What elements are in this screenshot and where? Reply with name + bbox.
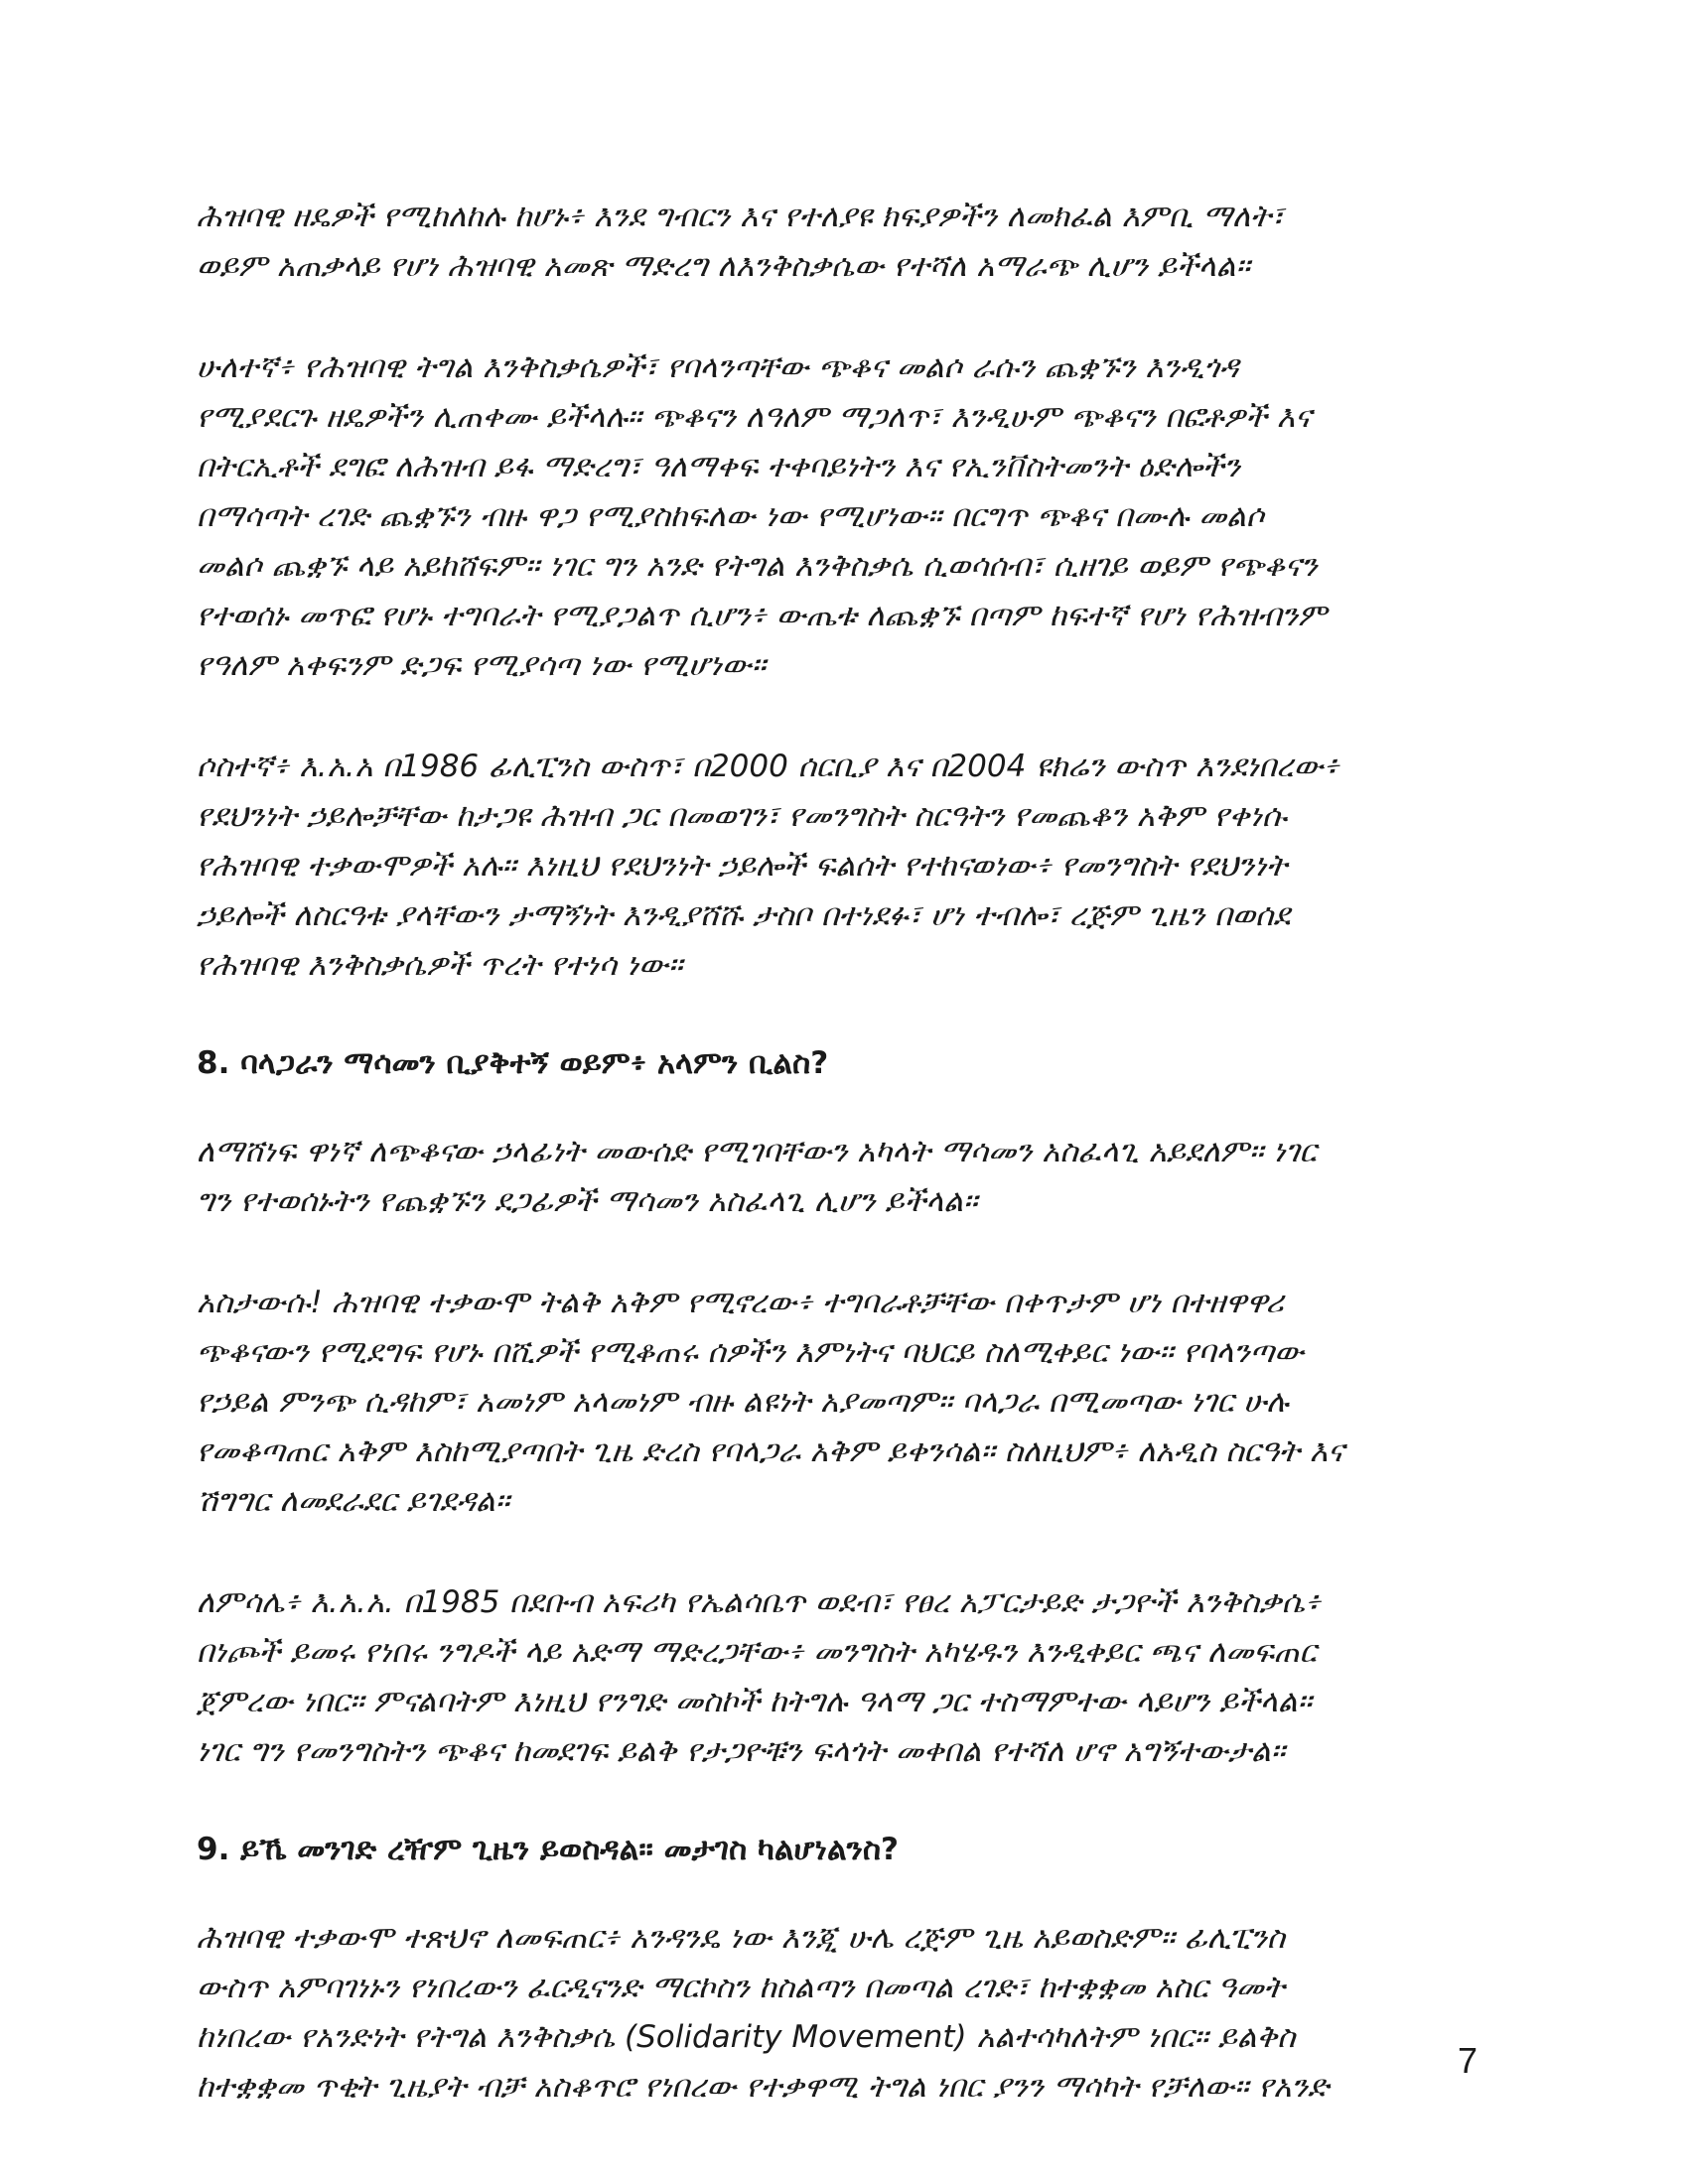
paragraph-time <box>197 1913 1507 2112</box>
paragraph-remember <box>197 1278 1507 1526</box>
text-line: ለምሳሌ፥ እ.አ.አ. በ1985 በደቡብ አፍሪካ የኤልሳቤጥ ወደብ፣ የፀረ አፓርታይድ ታጋዮች እንቅስቃሴ፥ <box>197 1584 1322 1620</box>
section-heading-9: 9. ይኼ መንገድ ረዥም ጊዜን ይወስዳል። መታገስ ካልሆነልንስ? <box>197 1832 900 1867</box>
paragraph-example-south-africa <box>197 1577 1507 1776</box>
text-line: አስታውሱ! ሕዝባዊ ተቃውሞ ትልቅ አቅም የሚኖረው፥ ተግባራቶቻቸው በቀጥታም ሆነ በተዘዋዋሪ <box>197 1285 1284 1320</box>
page-number: 7 <box>1458 2040 1478 2081</box>
text-line: የዓለም አቀፍንም ድጋፍ የሚያሳጣ ነው የሚሆነው። <box>197 647 767 683</box>
section-heading-8: 8. ባላጋራን ማሳመን ቢያቅተኝ ወይም፥ አላምን ቢልስ? <box>197 1045 829 1081</box>
text-line: ሕዝባዊ ዘዴዎች የሚከለከሉ ከሆኑ፥ እንደ ግብርን እና የተለያዩ ክፍያዎችን ለመክፈል እምቢ ማለት፣ <box>197 199 1284 234</box>
text-line: ግን የተወሰኑትን የጨቋኙን ደጋፊዎች ማሳመን አስፈላጊ ሊሆን ይችላል። <box>197 1183 978 1219</box>
paragraph-third-point <box>197 742 1507 990</box>
text-line: የመቆጣጠር አቅም እስከሚያጣበት ጊዜ ድረስ የባላጋራ አቅም ይቀንሳል። ስለዚህም፥ ለአዲስ ስርዓት እና <box>197 1433 1344 1469</box>
text-line: ከተቋቋመ ጥቂት ጊዜያት ብቻ አስቆጥሮ የነበረው የተቃዋሚ ትግል ነበር ያንን ማሳካት የቻለው። የአንድ <box>197 2069 1330 2105</box>
text-line: በማሳጣት ረገድ ጨቋኙን ብዙ ዋጋ የሚያስከፍለው ነው የሚሆነው። በርግጥ ጭቆና በሙሉ መልሶ <box>197 498 1265 534</box>
text-line: መልሶ ጨቋኙ ላይ አይከሸፍም። ነገር ግን አንድ የትግል እንቅስቃሴ ሲወሳሰብ፣ ሲዘገይ ወይም የጭቆናን <box>197 548 1318 584</box>
text-line: የኃይል ምንጭ ሲዳከም፣ አመነም አላመነም ብዙ ልዩነት አያመጣም። ባላጋራ በሚመጣው ነገር ሁሉ <box>197 1384 1289 1420</box>
text-line: የሕዝባዊ ተቃውሞዎች አሉ። እነዚህ የደህንነት ኃይሎች ፍልሰት የተከናወነው፥ የመንግስት የደህንነት <box>197 848 1288 884</box>
text-line: ውስጥ አምባገነኑን የነበረውን ፈርዲናንድ ማርኮስን ከስልጣን በመጣል ረገድ፣ ከተቋቋመ አስር ዓመት <box>197 1970 1285 2005</box>
text-line: የደህንነት ኃይሎቻቸው ከታጋዩ ሕዝብ ጋር በመወገን፣ የመንግስት ስርዓትን የመጨቆን አቅም የቀነሱ <box>197 798 1287 834</box>
text-line: ነገር ግን የመንግስትን ጭቆና ከመደገፍ ይልቅ የታጋዮቹን ፍላጎት መቀበል የተሻለ ሆኖ አግኝተውታል። <box>197 1733 1286 1769</box>
text-line: ለማሸነፍ ዋነኛ ለጭቆናው ኃላፊነት መውሰድ የሚገባቸውን አካላት ማሳመን አስፈላጊ አይደለም። ነገር <box>197 1134 1317 1169</box>
text-line: ወይም አጠቃላይ የሆነ ሕዝባዊ አመጽ ማድረግ ለእንቅስቃሴው የተሻለ አማራጭ ሊሆን ይችላል። <box>197 248 1251 284</box>
text-line: የተወሰኑ መጥፎ የሆኑ ተግባራት የሚያጋልጥ ሲሆን፥ ውጤቱ ለጨቋኙ በጣም ከፍተኛ የሆነ የሕዝብንም <box>197 598 1328 633</box>
text-line: ሶስተኛ፥ እ.አ.አ በ1986 ፊሊፒንስ ውስጥ፣ በ2000 ሰርቢያ እና በ2004 ዩክሬን ውስጥ እንደነበረው፥ <box>197 749 1339 784</box>
paragraph-second-point <box>197 342 1507 690</box>
text-line: ኃይሎች ለስርዓቱ ያላቸውን ታማኝነት እንዲያሸሹ ታስቦ በተነደፉ፣ ሆነ ተብሎ፣ ረጅም ጊዜን በወሰደ <box>197 897 1291 933</box>
text-line: ሽግግር ለመደራደር ይገደዳል። <box>197 1483 510 1519</box>
paragraph-alternative-methods <box>197 192 1507 291</box>
text-line: የሕዝባዊ እንቅስቃሴዎች ጥረት የተነሳ ነው። <box>197 947 683 983</box>
text-line: በትርኢቶች ደግፎ ለሕዝብ ይፋ ማድረግ፣ ዓለማቀፍ ተቀባይነትን እና የኢንቨስትመንት ዕድሎችን <box>197 449 1240 484</box>
text-line: የሚያደርጉ ዘዴዎችን ሊጠቀሙ ይችላሉ። ጭቆናን ለዓለም ማጋለጥ፣ እንዲሁም ጭቆናን በፎቶዎች እና <box>197 399 1312 435</box>
text-line: ሕዝባዊ ተቃውሞ ተጽህኖ ለመፍጠር፥ አንዳንዴ ነው እንጂ ሁሌ ረጅም ጊዜ አይወስድም። ፊሊፒንስ <box>197 1920 1286 1956</box>
text-line: ጀምረው ነበር። ምናልባትም እነዚህ የንግድ መስኮች ከትግሉ ዓላማ ጋር ተስማምተው ላይሆን ይችላል። <box>197 1684 1313 1719</box>
text-line: ሁለተኛ፥ የሕዝባዊ ትግል እንቅስቃሴዎች፣ የባላንጣቸው ጭቆና መልሶ ራሱን ጨቋኙን እንዲጎዳ <box>197 349 1239 385</box>
text-line: በነጮች ይመሩ የነበሩ ንግዶች ላይ አድማ ማድረጋቸው፥ መንግስት አካሄዱን እንዲቀይር ጫና ለመፍጠር <box>197 1634 1317 1670</box>
text-line: ከነበረው የአንድነት የትግል እንቅስቃሴ (Solidarity Movement) አልተሳካለትም ነበር። ይልቅስ <box>197 2019 1296 2055</box>
document-body <box>197 192 1507 2163</box>
paragraph-persuasion <box>197 1127 1507 1226</box>
text-line: ጭቆናውን የሚደግፍ የሆኑ በሺዎች የሚቆጠሩ ሰዎችን እምነትና ባህርይ ስለሚቀይር ነው። የባላንጣው <box>197 1334 1305 1370</box>
